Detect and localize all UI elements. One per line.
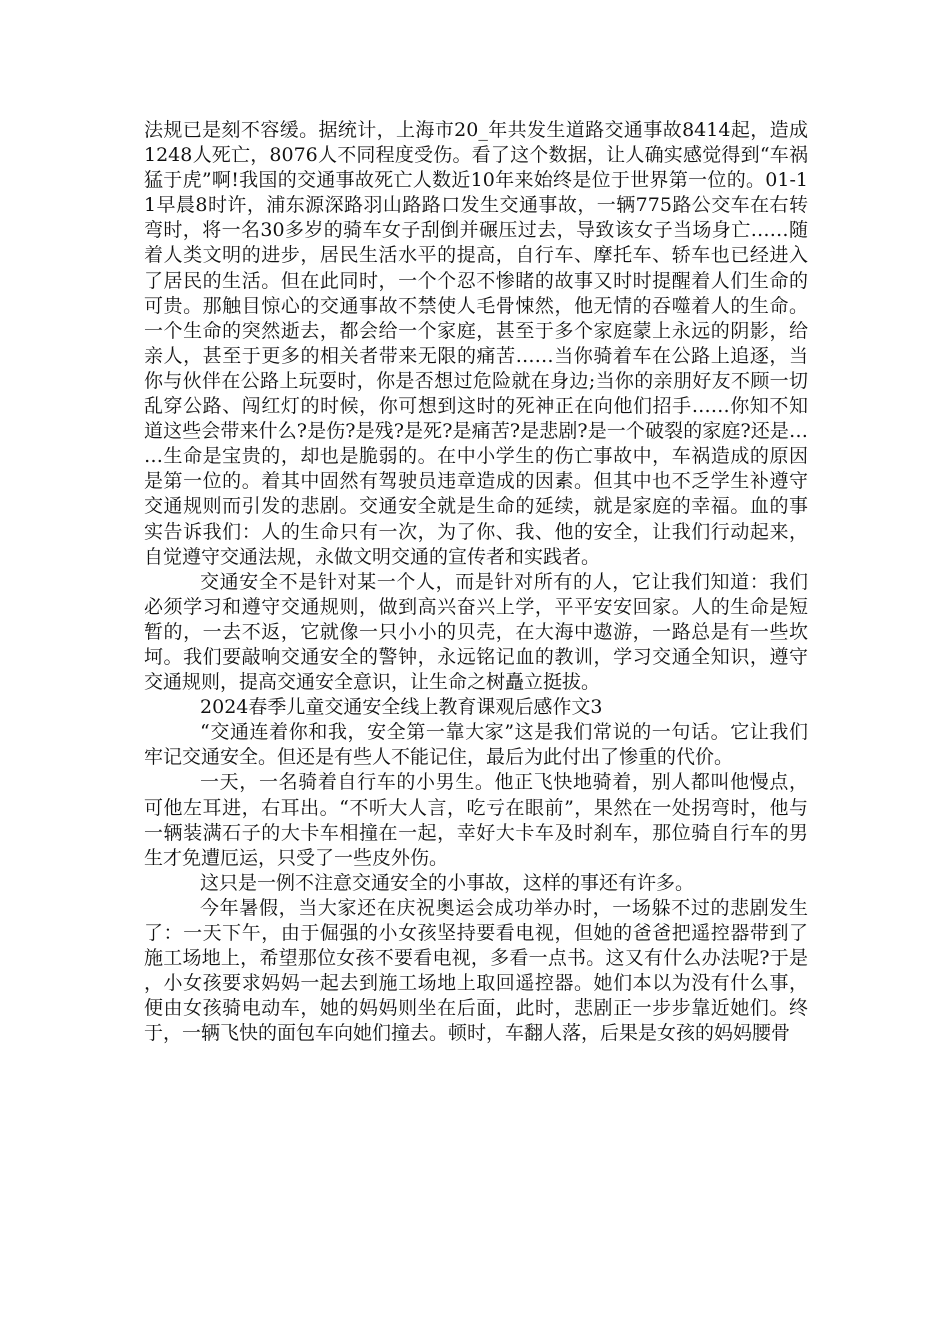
paragraph-3: “交通连着你和我，安全第一靠大家”这是我们常说的一句话。它让我们牢记交通安全。但还是有些人不能记住，最后为此付出了惨重的代价。 bbox=[144, 721, 808, 769]
paragraph-5: 这只是一例不注意交通安全的小事故，这样的事还有许多。 bbox=[200, 871, 695, 894]
section-heading: 2024春季儿童交通安全线上教育课观后感作文3 bbox=[200, 696, 603, 719]
document-page bbox=[144, 118, 808, 1046]
paragraph-6: 今年暑假，当大家还在庆祝奥运会成功举办时，一场躲不过的悲剧发生了：一天下午，由于倔强的小女孩坚持要看电视，但她的爸爸把遥控器带到了施工场地上，希望那位女孩不要看电视，多看一点书。这又有什么办法呢?于是，小女孩要求妈妈一起去到施工场地上取回遥控器。她们本以为没有什么事，便由女孩骑电动车，她的妈妈则坐在后面，此时，悲剧正一步步靠近她们。终于，一辆飞快的面包车向她们撞去。顿时，车翻人落，后果是女孩的妈妈腰骨 bbox=[144, 896, 808, 1045]
paragraph-2: 交通安全不是针对某一个人，而是针对所有的人，它让我们知道：我们必须学习和遵守交通规则，做到高兴奋兴上学，平平安安回家。人的生命是短暂的，一去不返，它就像一只小小的贝壳，在大海中遨游，一路总是有一些坎坷。我们要敲响交通安全的警钟，永远铭记血的教训，学习交通全知识，遵守交通规则，提高交通安全意识，让生命之树矗立挺拔。 bbox=[144, 570, 808, 694]
paragraph-1: 法规已是刻不容缓。据统计，上海市20_年共发生道路交通事故8414起，造成1248人死亡，8076人不同程度受伤。看了这个数据，让人确实感觉得到“车祸猛于虎”啊!我国的交通事故死亡人数近10年来始终是位于世界第一位的。01-11早晨8时许，浦东源深路羽山路路口发生交通事故，一辆775路公交车在右转弯时，将一名30多岁的骑车女子刮倒并碾压过去，导致该女子当场身亡……随着人类文明的进步，居民生活水平的提高，自行车、摩托车、轿车也已经进入了居民的生活。但在此同时，一个个忍不惨睹的故事又时时提醒着人们生命的可贵。那触目惊心的交通事故不禁使人毛骨悚然，他无情的吞噬着人的生命。一个生命的突然逝去，都会给一个家庭，甚至于多个家庭蒙上永远的阴影，给亲人，甚至于更多的相关者带来无限的痛苦……当你骑着车在公路上追逐，当你与伙伴在公路上玩耍时，你是否想过危险就在身边;当你的亲朋好友不顾一切乱穿公路、闯红灯的时候，你可想到这时的死神正在向他们招手……你知不知道这些会带来什么?是伤?是残?是死?是痛苦?是悲剧?是一个破裂的家庭?还是……生命是宝贵的，却也是脆弱的。在中小学生的伤亡事故中，车祸造成的原因是第一位的。着其中固然有驾驶员违章造成的因素。但其中也不乏学生补遵守交通规则而引发的悲剧。交通安全就是生命的延续，就是家庭的幸福。血的事实告诉我们：人的生命只有一次，为了你、我、他的安全，让我们行动起来，自觉遵守交通法规，永做文明交通的宣传者和实践者。 bbox=[144, 119, 808, 568]
paragraph-4: 一天，一名骑着自行车的小男生。他正飞快地骑着，别人都叫他慢点，可他左耳进，右耳出。“不听大人言，吃亏在眼前”，果然在一处拐弯时，他与一辆装满石子的大卡车相撞在一起，幸好大卡车及时刹车，那位骑自行车的男生才免遭厄运，只受了一些皮外伤。 bbox=[144, 771, 808, 869]
